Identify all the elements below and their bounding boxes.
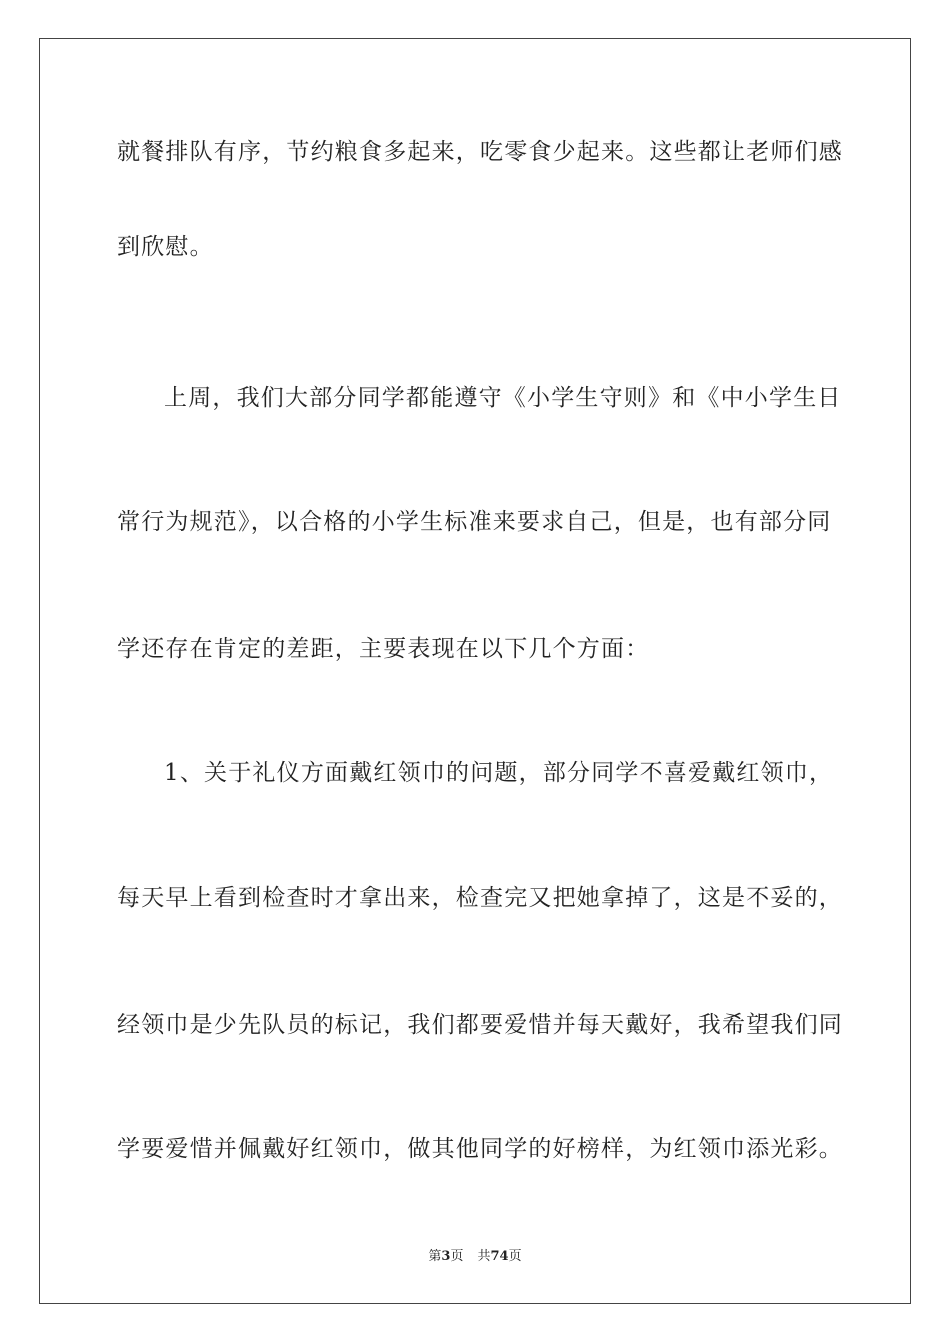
paragraph-line: 常行为规范》，以合格的小学生标准来要求自己，但是，也有部分同	[117, 509, 832, 535]
page-suffix: 页	[450, 1249, 464, 1264]
paragraph-line: 上周，我们大部分同学都能遵守《小学生守则》和《中小学生日	[164, 385, 842, 411]
total-suffix: 页	[508, 1249, 522, 1264]
total-pages: 74	[490, 1249, 509, 1264]
page-number: 3	[441, 1249, 451, 1264]
paragraph-line: 经领巾是少先队员的标记，我们都要爱惜并每天戴好，我希望我们同	[117, 1012, 843, 1038]
paragraph-line: 每天早上看到检查时才拿出来，检查完又把她拿掉了，这是不妥的，	[117, 885, 843, 911]
page-footer	[0, 1248, 950, 1266]
paragraph-line: 到欣慰。	[117, 234, 214, 260]
paragraph-line: 1、关于礼仪方面戴红领巾的问题，部分同学不喜爱戴红领巾，	[164, 760, 834, 786]
page-border	[39, 38, 911, 1304]
total-prefix: 共	[477, 1249, 491, 1264]
page-prefix: 第	[428, 1249, 442, 1264]
paragraph-line: 就餐排队有序，节约粮食多起来，吃零食少起来。这些都让老师们感	[117, 139, 843, 165]
paragraph-line: 学要爱惜并佩戴好红领巾，做其他同学的好榜样，为红领巾添光彩。	[117, 1136, 843, 1162]
paragraph-line: 学还存在肯定的差距，主要表现在以下几个方面：	[117, 636, 650, 662]
